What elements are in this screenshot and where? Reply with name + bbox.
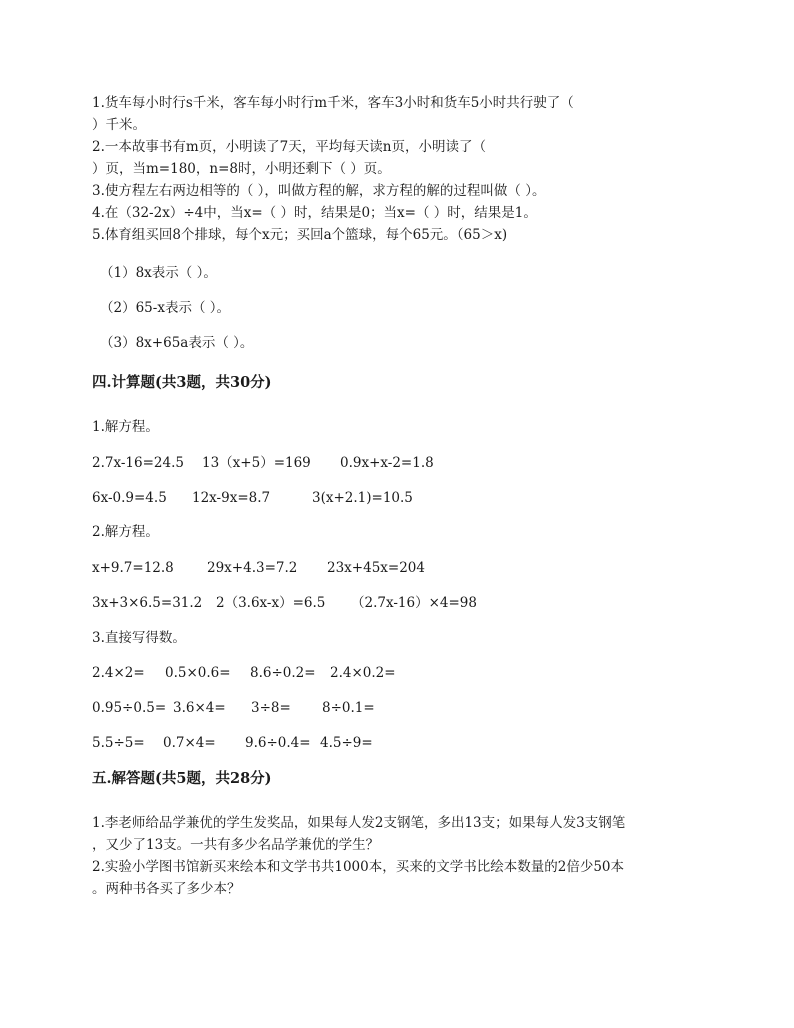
- equation: 2（3.6x-x）=6.5: [216, 595, 326, 611]
- expression: 2.4×0.2=: [330, 665, 396, 681]
- s4-p3-row2: [92, 697, 375, 719]
- s5-q2-line1: 2.实验小学图书馆新买来绘本和文学书共1000本，买来的文学书比绘本数量的2倍少50本: [92, 859, 625, 875]
- fill-q4: 4.在（32-2x）÷4中，当x=（ ）时，结果是0；当x=（ ）时，结果是1。: [92, 205, 537, 221]
- expression: 3÷8=: [251, 700, 291, 716]
- section5-heading: 五.解答题(共5题，共28分): [92, 770, 272, 787]
- s4-p3-row3: [92, 732, 373, 754]
- fill-q2-line1: 2.一本故事书有m页，小明读了7天，平均每天读n页，小明读了（: [92, 139, 486, 155]
- fill-q5-sub2: （2）65-x表示（ ）。: [100, 300, 230, 316]
- equation: 12x-9x=8.7: [192, 490, 271, 506]
- expression: 0.95÷0.5=: [92, 700, 167, 716]
- equation: （2.7x-16）×4=98: [351, 595, 477, 611]
- s4-p1-title: 1.解方程。: [92, 419, 159, 435]
- s5-q2-line2: 。两种书各买了多少本？: [92, 881, 241, 897]
- expression: 3.6×4=: [173, 700, 226, 716]
- s5-q1-line2: ，又少了13支。一共有多少名品学兼优的学生？: [92, 837, 380, 853]
- expression: 4.5÷9=: [320, 735, 373, 751]
- expression: 0.7×4=: [163, 735, 216, 751]
- expression: 5.5÷5=: [92, 735, 145, 751]
- equation: 23x+45x=204: [327, 560, 425, 576]
- fill-q5-sub3: （3）8x+65a表示（ ）。: [100, 335, 254, 351]
- s5-q1-line1: 1.李老师给品学兼优的学生发奖品，如果每人发2支钢笔，多出13支；如果每人发3支钢笔: [92, 815, 626, 831]
- equation: 2.7x-16=24.5: [92, 455, 184, 471]
- equation: 6x-0.9=4.5: [92, 490, 167, 506]
- fill-q5: 5.体育组买回8个排球，每个x元；买回a个篮球，每个65元。（65＞x): [92, 227, 508, 243]
- equation: 0.9x+x-2=1.8: [340, 455, 434, 471]
- s4-p3-row1: [92, 662, 396, 684]
- fill-q1-line2: ）千米。: [92, 117, 146, 133]
- s4-p2-row2: [92, 592, 477, 614]
- s4-p1-row2: [92, 487, 413, 509]
- fill-q3: 3.使方程左右两边相等的（ ），叫做方程的解，求方程的解的过程叫做（ ）。: [92, 183, 546, 199]
- expression: 8÷0.1=: [322, 700, 375, 716]
- expression: 0.5×0.6=: [165, 665, 231, 681]
- s4-p2-title: 2.解方程。: [92, 524, 159, 540]
- expression: 2.4×2=: [92, 665, 145, 681]
- section4-heading: 四.计算题(共3题，共30分): [92, 374, 272, 391]
- s4-p1-row1: [92, 452, 434, 474]
- s4-p2-row1: [92, 557, 425, 579]
- fill-q5-sub1: （1）8x表示（ ）。: [100, 265, 217, 281]
- equation: x+9.7=12.8: [92, 560, 174, 576]
- equation: 3x+3×6.5=31.2: [92, 595, 203, 611]
- expression: 8.6÷0.2=: [250, 665, 316, 681]
- equation: 29x+4.3=7.2: [207, 560, 298, 576]
- s4-p3-title: 3.直接写得数。: [92, 630, 186, 646]
- fill-q1-line1: 1.货车每小时行s千米，客车每小时行m千米，客车3小时和货车5小时共行驶了（: [92, 95, 574, 111]
- fill-q2-line2: ）页，当m=180，n=8时，小明还剩下（ ）页。: [92, 161, 391, 177]
- expression: 9.6÷0.4=: [245, 735, 311, 751]
- equation: 3(x+2.1)=10.5: [312, 490, 413, 506]
- equation: 13（x+5）=169: [202, 455, 311, 471]
